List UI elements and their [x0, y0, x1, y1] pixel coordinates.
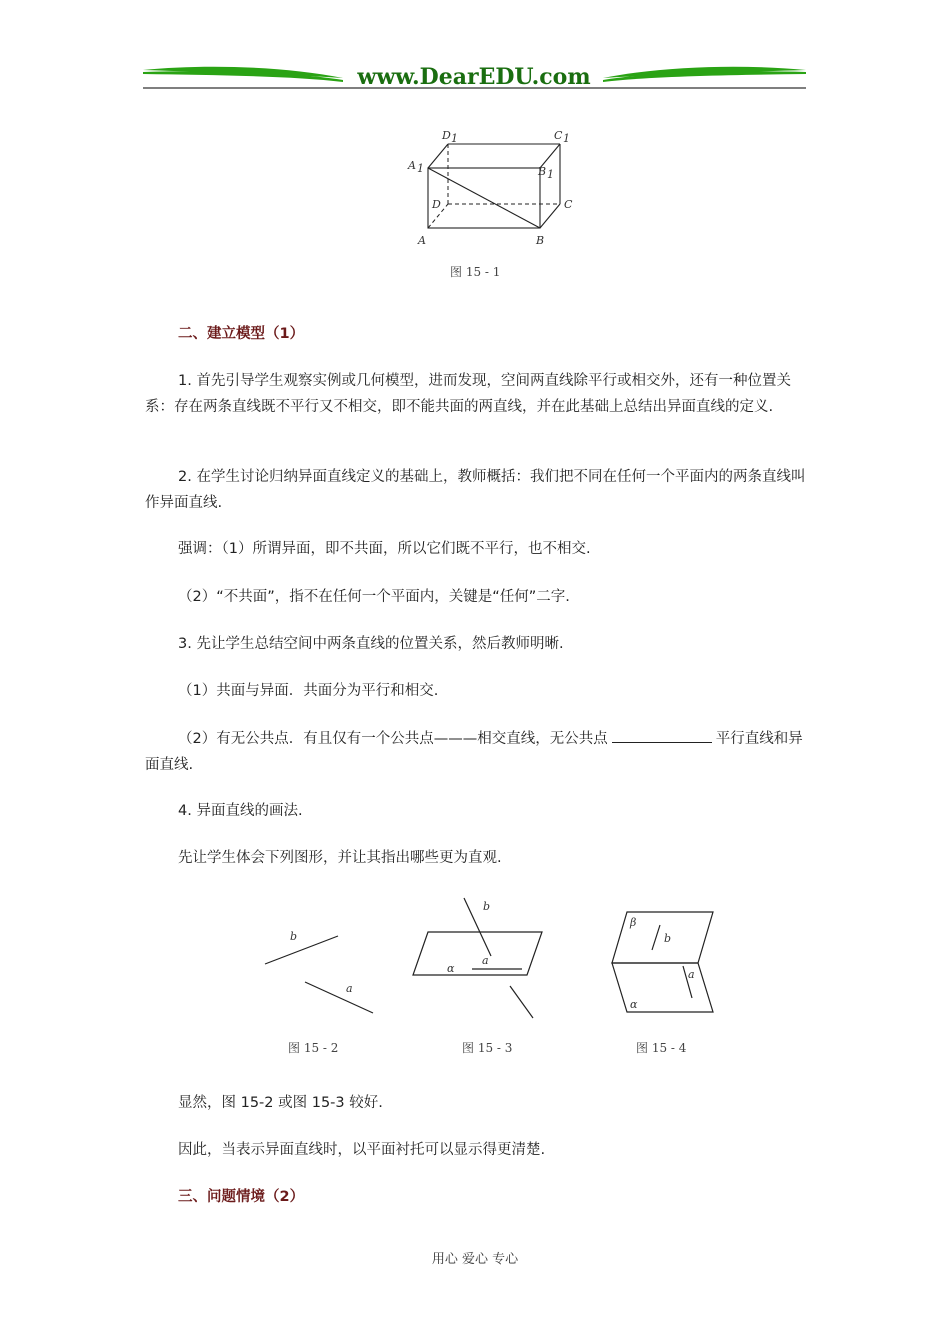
label-c1-sub: 1	[563, 132, 570, 145]
site-banner	[143, 62, 806, 92]
label-c: C	[564, 198, 573, 211]
skew-lines-diagrams	[250, 890, 730, 1060]
paragraph-9: 先让学生体会下列图形，并让其指出哪些更为直观.	[178, 850, 502, 866]
label-a: A	[418, 234, 426, 247]
label-b1-sub: 1	[547, 168, 554, 181]
figures-row	[250, 890, 730, 1060]
figure-15-3	[413, 898, 542, 1018]
fig4-label-alpha: α	[630, 998, 638, 1011]
paragraph-8: 4. 异面直线的画法.	[178, 803, 303, 819]
site-name: www.DearEDU.com	[357, 64, 591, 90]
fig4-label-b: b	[664, 932, 672, 945]
label-d1: D	[442, 129, 451, 142]
fig2-label-b: b	[290, 930, 298, 943]
fig3-label-alpha: α	[447, 962, 455, 975]
figure-15-4-caption: 图 15 - 4	[636, 1041, 687, 1055]
figure-15-3-caption: 图 15 - 3	[462, 1041, 513, 1055]
label-d: D	[432, 198, 441, 211]
figure-15-1	[398, 118, 588, 293]
section-3-title: 三、问题情境（2）	[178, 1189, 305, 1205]
fig3-label-a: a	[482, 954, 489, 967]
paragraph-3: 强调：（1）所谓异面，即不共面，所以它们既不平行，也不相交.	[178, 541, 591, 557]
paragraph-7-part-b: 平行直线和异面直线.	[145, 731, 803, 773]
paragraph-10: 显然，图 15-2 或图 15-3 较好.	[178, 1095, 383, 1111]
label-d1-sub: 1	[451, 132, 458, 145]
page-footer: 用心 爱心 专心	[431, 1252, 519, 1267]
paragraph-5: 3. 先让学生总结空间中两条直线的位置关系，然后教师明晰.	[178, 636, 564, 652]
fig4-label-a: a	[688, 968, 695, 981]
paragraph-7	[145, 726, 808, 778]
section-2-title: 二、建立模型（1）	[178, 326, 305, 342]
fig4-label-beta: β	[630, 916, 637, 929]
paragraph-11: 因此，当表示异面直线时，以平面衬托可以显示得更清楚.	[178, 1142, 546, 1158]
figure-15-2-caption: 图 15 - 2	[288, 1041, 339, 1055]
fig2-label-a: a	[346, 982, 353, 995]
fig3-label-b: b	[483, 900, 491, 913]
paragraph-1: 1. 首先引导学生观察实例或几何模型，进而发现，空间两直线除平行或相交外，还有一种位置关系：存在两条直线既不平行又不相交，即不能共面的两直线，并在此基础上总结出异面直线的定义.	[145, 373, 791, 415]
label-a1-sub: 1	[417, 162, 424, 175]
label-b1: B	[538, 165, 547, 178]
figure-15-2	[265, 936, 373, 1013]
label-c1: C	[554, 129, 563, 142]
label-a1: A	[408, 159, 416, 172]
banner-graphic	[143, 62, 806, 92]
label-b: B	[536, 234, 545, 247]
figure-15-4	[612, 912, 713, 1012]
paragraph-2: 2. 在学生讨论归纳异面直线定义的基础上，教师概括：我们把不同在任何一个平面内的两条直线叫作异面直线.	[145, 469, 806, 511]
cuboid-diagram	[398, 118, 588, 293]
fill-in-blank	[612, 728, 712, 743]
paragraph-7-part-a: （2）有无公共点．有且仅有一个公共点———相交直线，无公共点	[178, 731, 608, 747]
figure-15-1-caption: 图 15 - 1	[450, 265, 501, 279]
paragraph-6: （1）共面与异面．共面分为平行和相交.	[178, 683, 439, 699]
paragraph-4: （2）“不共面”，指不在任何一个平面内，关键是“任何”二字.	[178, 589, 570, 605]
